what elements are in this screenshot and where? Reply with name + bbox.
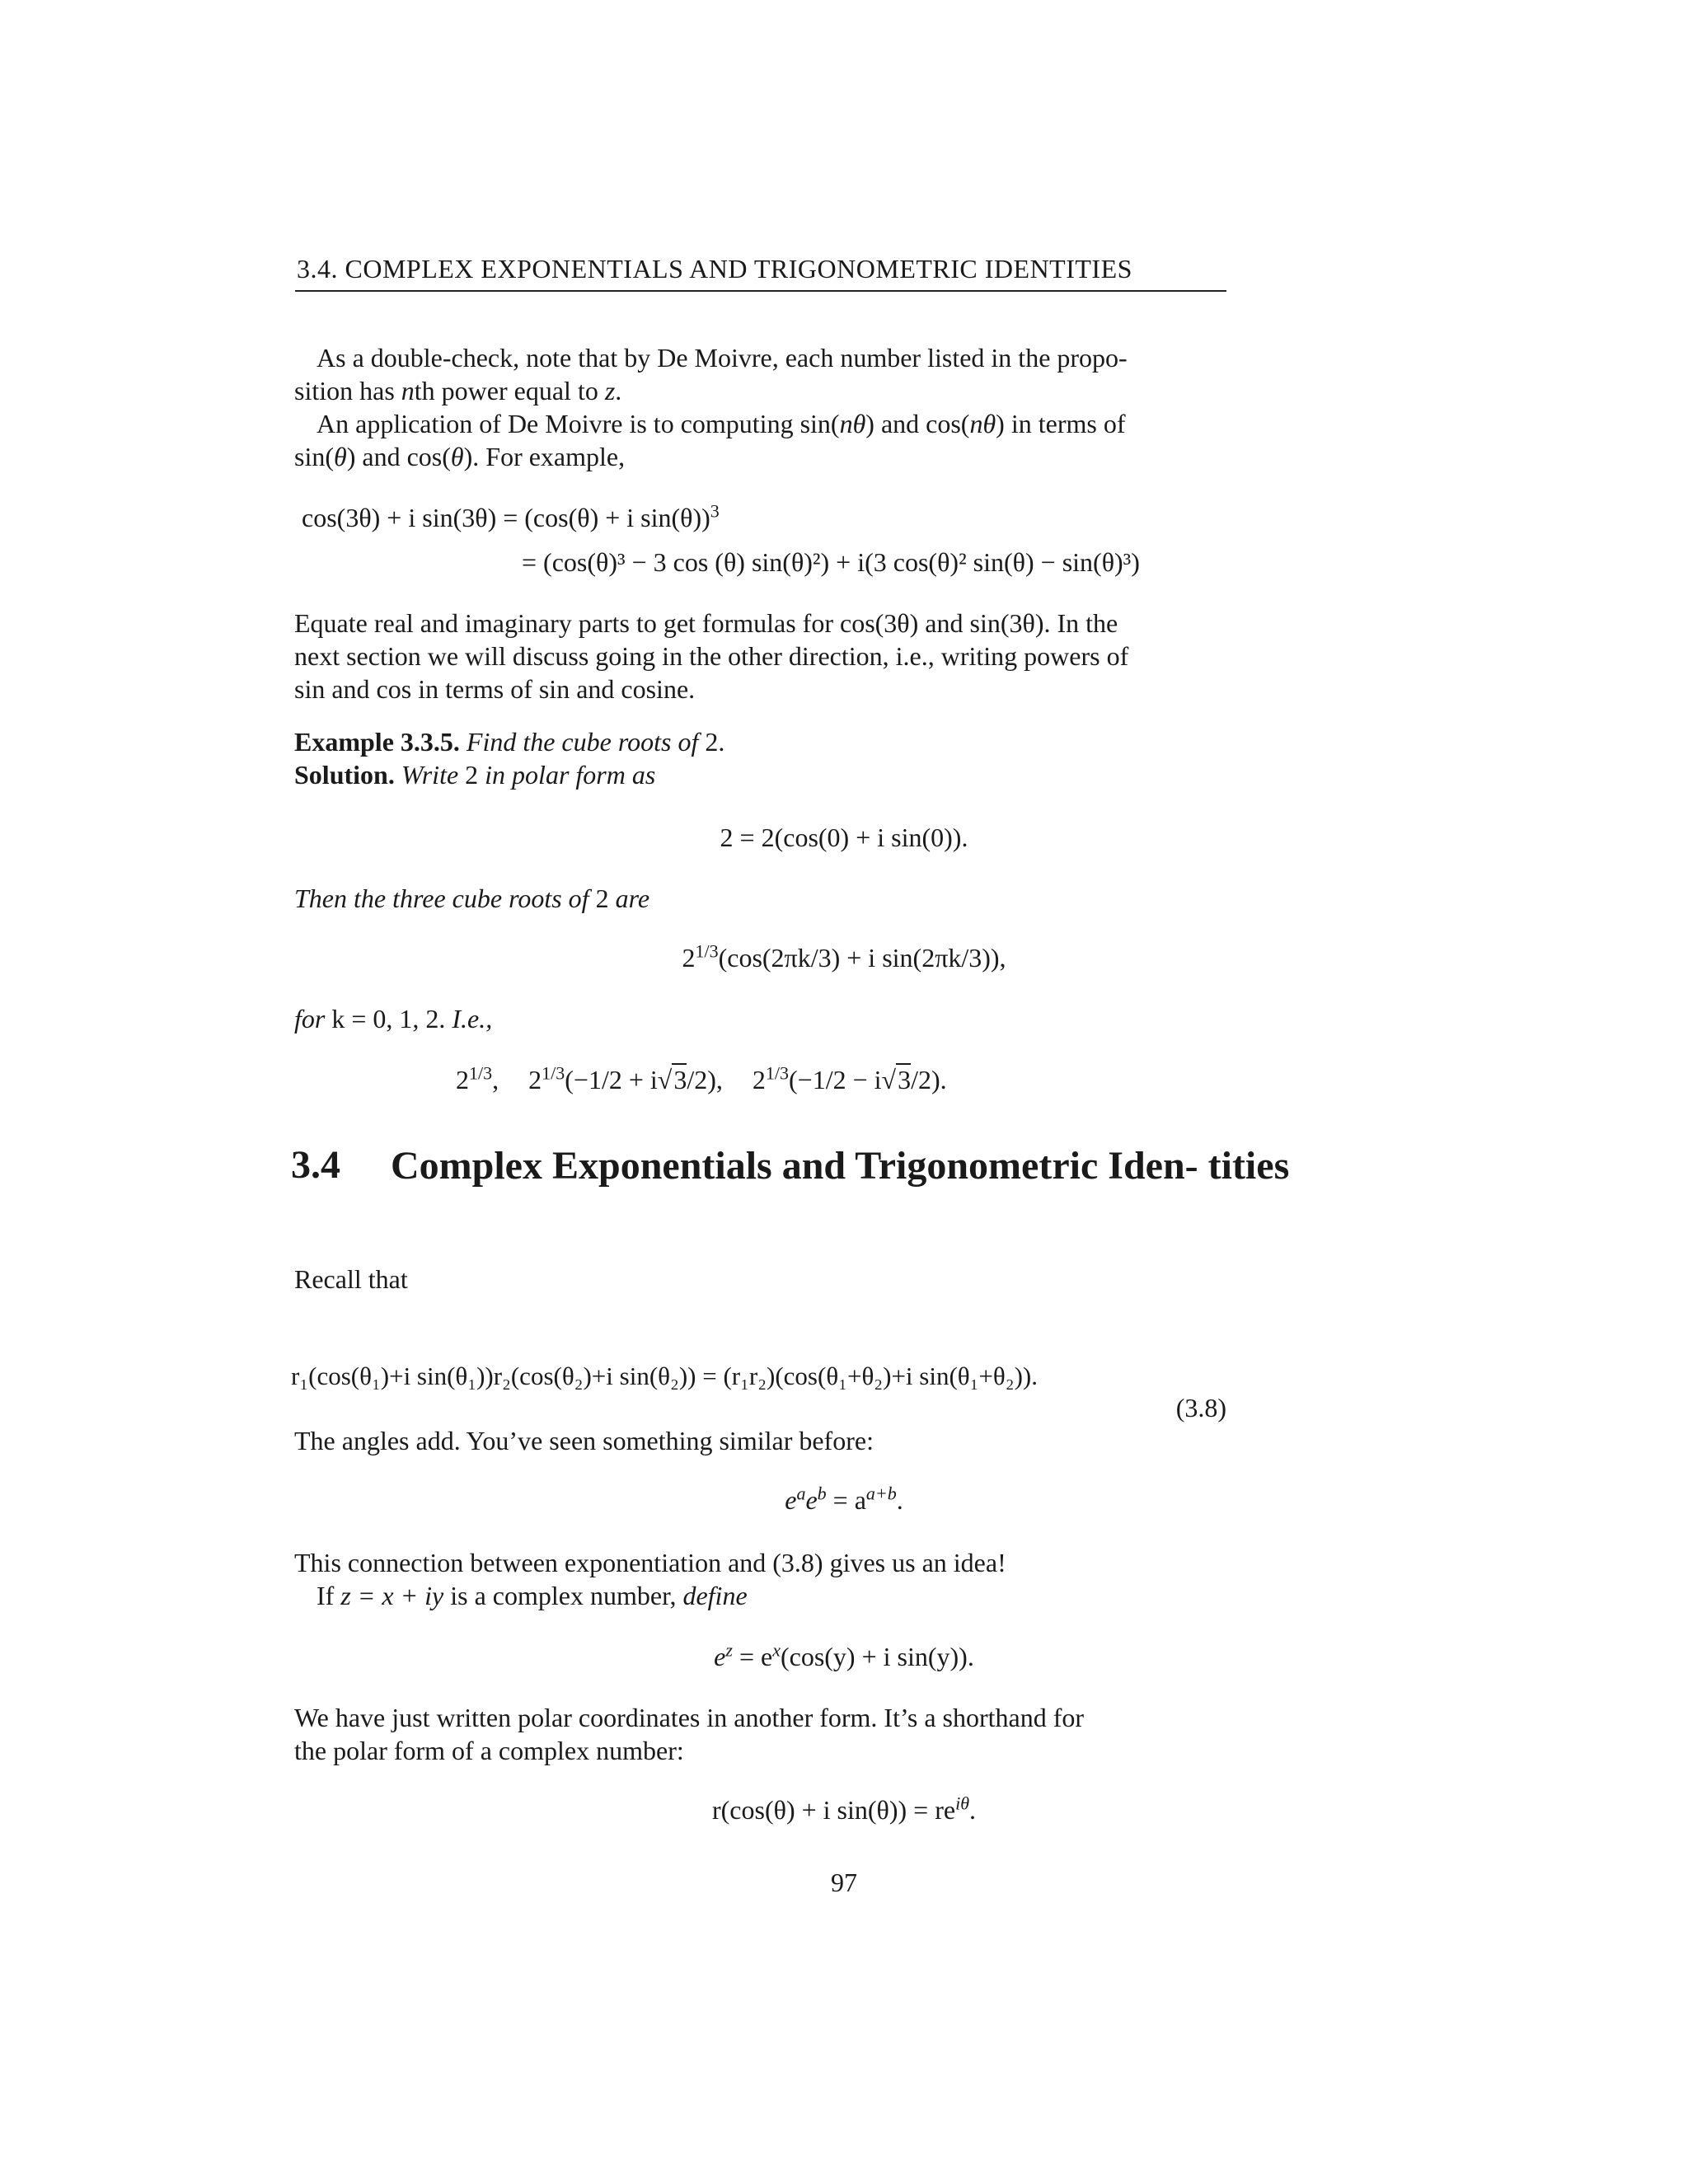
eq3: $2^{1/3}(\cos(2\pi k/3) + i$ sin(2πk/3)),	[682, 940, 1006, 972]
example-line: Example 3.3.5. Find the cube roots of 2.	[294, 727, 725, 757]
para2-line2: sin(θ) and cos(θ). For example,	[294, 442, 626, 471]
eq5: r₁(cos(θ₁)+i sin(θ₁))r₂(cos(θ₂)+i sin(θ₂)) = (r₁r₂)(cos(θ₁+θ₂)+i sin(θ₁+θ₂)).	[291, 1361, 1038, 1390]
para3-line3: sin and cos in terms of sin and cosine.	[294, 674, 696, 704]
para4-line2: If z = x + iy is a complex number, define	[316, 1581, 748, 1610]
angles-line: The angles add. You’ve seen something similar before:	[294, 1426, 874, 1455]
eq6: $e^ae^b = a^{a+b}$.	[785, 1483, 903, 1515]
para2-line1: An application of De Moivre is to computing sin(nθ) and cos(nθ) in terms of	[316, 409, 1126, 438]
eq1-line1: cos(3θ) + i sin(3θ) = (cos(θ) + i sin(θ))$^3$	[302, 500, 720, 532]
eq8: r(cos(θ) + i $\sin(\theta)) = re^{i\theta}$.	[711, 1793, 976, 1825]
para1-line2: sition has nth power equal to z.	[294, 376, 622, 405]
page-number: 97	[831, 1868, 857, 1897]
para5-line2: the polar form of a complex number:	[294, 1736, 684, 1765]
solution-line: Solution. Write 2 in polar form as	[294, 760, 656, 790]
eq1-line2: = (cos(θ)³ − 3 cos (θ) sin(θ)²) + i(3 cos(θ)² sin(θ) − sin(θ)³)	[522, 547, 1140, 577]
section-number: 3.4	[291, 1143, 340, 1187]
recall-line: Recall that	[294, 1264, 408, 1294]
equation-number: (3.8)	[1175, 1393, 1226, 1422]
para5-line1: We have just written polar coordinates in another form. It’s a shorthand for	[294, 1703, 1085, 1732]
then-line: Then the three cube roots of 2 are	[294, 883, 650, 913]
para3-line1: Equate real and imaginary parts to get formulas for cos(3θ) and sin(3θ). In the	[294, 608, 1118, 638]
section-title: Complex Exponentials and Trigonometric Iden- tities	[391, 1144, 1290, 1188]
eq7: $e^z = e^x(\cos(y) + i$ sin(y)).	[714, 1639, 974, 1671]
for-k-line: for k = 0, 1, 2. I.e.,	[294, 1004, 493, 1033]
eq2: 2 = 2(cos(0) + i sin(0)).	[720, 823, 968, 852]
para1-line1: As a double-check, note that by De Moivre, each number listed in the propo-	[316, 343, 1128, 373]
running-header: 3.4. COMPLEX EXPONENTIALS AND TRIGONOMETRIC IDENTITIES	[297, 254, 1132, 284]
para4-line1: This connection between exponentiation and (3.8) gives us an idea!	[294, 1548, 1006, 1577]
eq4: $2^{1/3}$, $2^{1/3}(-1/2 + i√3/2)$, $2^{1/3}(-1/2 - i√3/2)$.	[456, 1062, 947, 1094]
para3-line2: next section we will discuss going in the other direction, i.e., writing powers of	[294, 641, 1129, 671]
header-rule	[295, 290, 1226, 292]
